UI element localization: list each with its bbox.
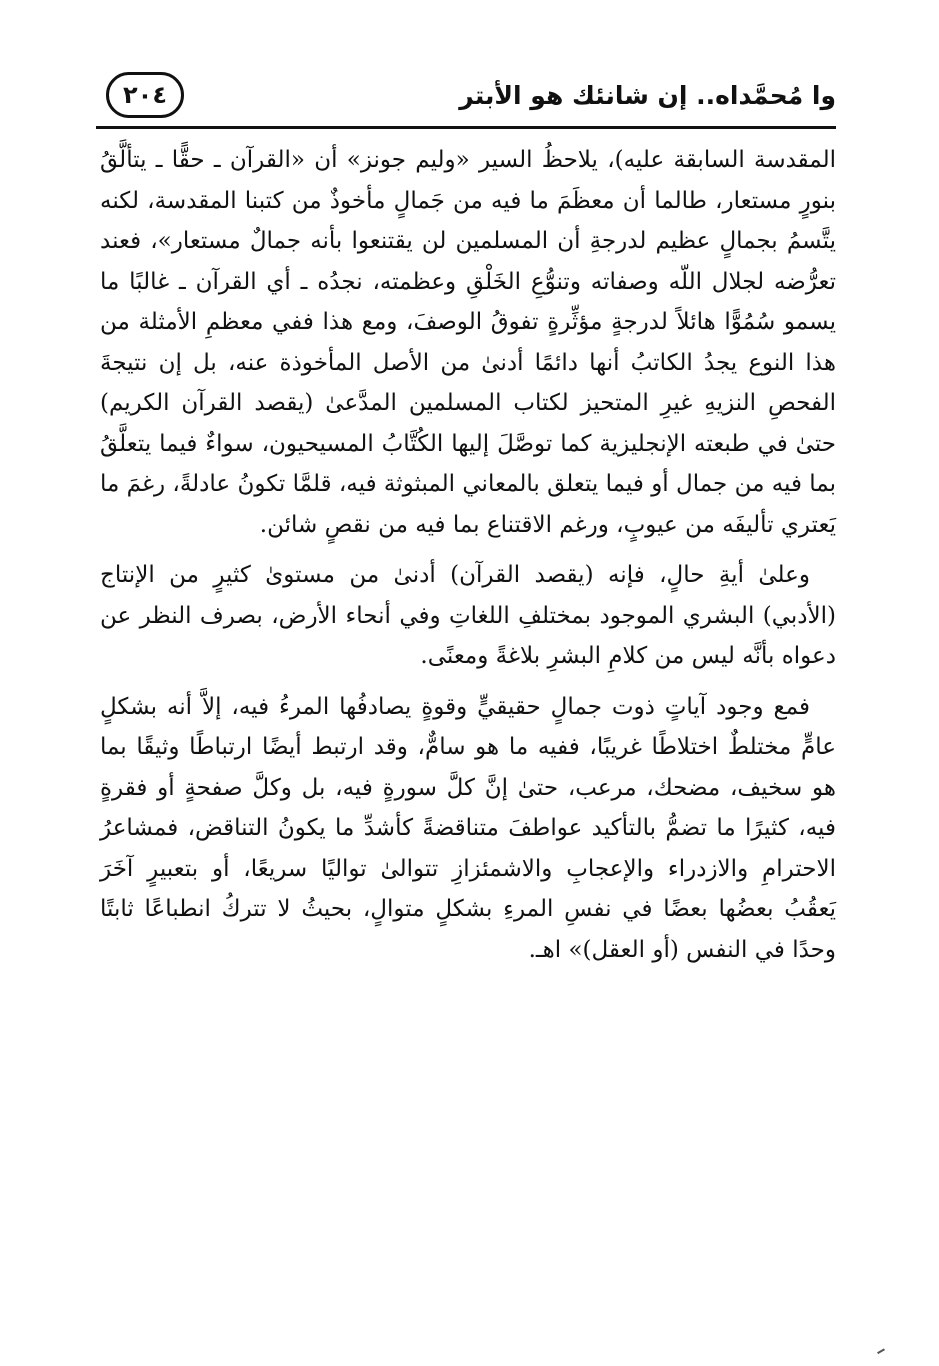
scan-mark (877, 1348, 887, 1357)
running-title: وا مُحمَّداه.. إن شانئك هو الأبتر (459, 81, 836, 110)
paragraph-2: وعلىٰ أيةِ حالٍ، فإنه (يقصد القرآن) أدنىٰ من مستوىٰ كثيرٍ من الإنتاج (الأدبي) البشري الموجود بمختلفِ اللغاتِ وفي أنحاء الأرض، بصرف النظر عن دعواه بأنَّه ليس من كلامِ البشرِ بلاغةً ومعنًى. (100, 562, 836, 669)
paragraph-1: المقدسة السابقة عليه)، يلاحظُ السير «وليم جونز» أن «القرآن ـ حقًّا ـ يتألَّقُ بنورٍ مستعار، طالما أن معظَمَ ما فيه من جَمالٍ مأخوذٌ من كتبنا المقدسة، لكنه يتَّسمُ بجمالٍ عظيم لدرجةِ أن المسلمين لن يقتنعوا بأنه جمالٌ مستعار»، فعند تعرُّضه لجلال اللّه وصفاته وتنوُّعِ الخَلْقِ وعظمته، نجدُه ـ أي القرآن ـ غالبًا ما يسمو سُمُوًّا هائلاً لدرجةٍ مؤثِّرةٍ تفوقُ الوصفَ، ومع هذا ففي معظمِ الأمثلة من هذا النوع يجدُ الكاتبُ أنها دائمًا أدنىٰ من الأصل المأخوذة عنه، بل إن نتيجةَ الفحصِ النزيهِ غيرِ المتحيز لكتاب المسلمين المدَّعىٰ (يقصد القرآن الكريم) حتىٰ في طبعته الإنجليزية كما توصَّلَ إليها الكُتَّابُ المسيحيون، سواءٌ فيما يتعلَّقُ بما فيه من جمال أو فيما يتعلق بالمعاني المبثوثة فيه، قلمَّا تكونُ عادلةً، رغمَ ما يَعتري تأليفَه من عيوبٍ، ورغم الاقتناع بما فيه من نقصٍ شائن. (100, 147, 836, 538)
page-number: ٢٠٤ (123, 81, 167, 109)
page-number-badge (106, 72, 184, 118)
header-divider (96, 126, 836, 129)
paragraph-3: فمع وجود آياتٍ ذوت جمالٍ حقيقيٍّ وقوةٍ يصادفُها المرءُ فيه، إلاَّ أنه بشكلٍ عامٍّ مختلطٌ اختلاطًا غريبًا، ففيه ما هو سامٌّ، وقد ارتبط أيضًا ارتباطًا وثيقًا بما هو سخيف، مضحك، مرعب، حتىٰ إنَّ كلَّ سورةٍ فيه، بل وكلَّ صفحةٍ أو فقرةٍ فيه، كثيرًا ما تضمُّ بالتأكيد عواطفَ متناقضةً كأشدِّ ما يكونُ التناقض، فمشاعرُ الاحترامِ والازدراء والإعجابِ والاشمئزازِ تتوالىٰ تواليًا سريعًا، أو بتعبيرٍ آخَرَ يَعقُبُ بعضُها بعضًا في نفسِ المرءِ بشكلٍ متوالٍ، بحيثُ لا تتركُ انطباعًا ثابتًا وحدًا في النفس (أو العقل)» اهـ. (100, 693, 836, 963)
page-header (96, 68, 836, 130)
body-text (100, 140, 836, 980)
